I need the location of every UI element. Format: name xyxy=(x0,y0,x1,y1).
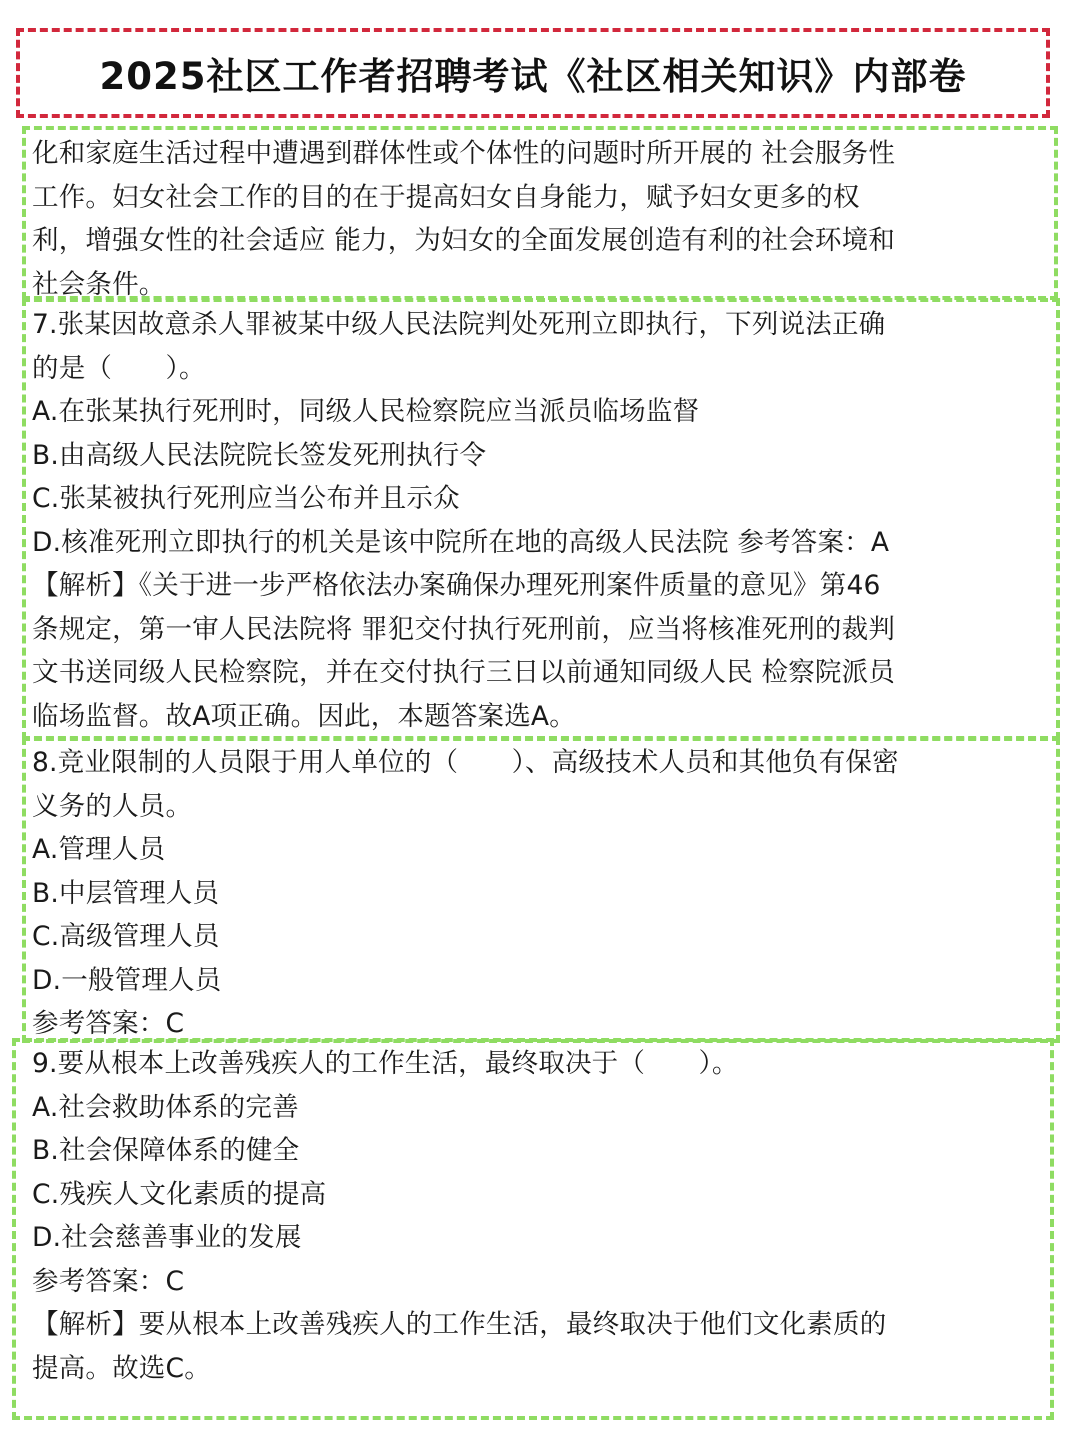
question-8-option-b: B.中层管理人员 xyxy=(32,877,220,909)
question-9-block xyxy=(12,1038,1054,1420)
question-9-analysis: 【解析】要从根本上改善残疾人的工作生活，最终取决于他们文化素质的 xyxy=(32,1309,887,1340)
question-7-analysis: 条规定，第一审人民法院将 罪犯交付执行死刑前，应当将核准死刑的裁判 xyxy=(32,613,896,645)
passage-line: 社会条件。 xyxy=(32,268,166,300)
question-7-analysis: 文书送同级人民检察院，并在交付执行三日以前通知同级人民 检察院派员 xyxy=(32,657,896,688)
question-8-answer: 参考答案：C xyxy=(32,1008,185,1039)
passage-line: 利，增强女性的社会适应 能力，为妇女的全面发展创造有利的社会环境和 xyxy=(32,225,896,256)
question-7-stem: 的是（ ）。 xyxy=(32,352,206,384)
question-8-stem: 8.竞业限制的人员限于用人单位的（ ）、高级技术人员和其他负有保密 xyxy=(32,747,899,778)
question-9-stem: 9.要从根本上改善残疾人的工作生活，最终取决于（ ）。 xyxy=(32,1048,739,1079)
question-7-option-c: C.张某被执行死刑应当公布并且示众 xyxy=(32,483,460,514)
question-7-analysis: 【解析】《关于进一步严格依法办案确保办理死刑案件质量的意见》第46 xyxy=(32,570,881,601)
question-9-option-a: A.社会救助体系的完善 xyxy=(32,1091,299,1123)
question-7-analysis: 临场监督。故A项正确。因此，本题答案选A。 xyxy=(32,700,576,732)
question-7-option-b: B.由高级人民法院院长签发死刑执行令 xyxy=(32,439,487,471)
passage-line: 化和家庭生活过程中遭遇到群体性或个体性的问题时所开展的 社会服务性 xyxy=(32,138,896,169)
question-9-option-d: D.社会慈善事业的发展 xyxy=(32,1222,302,1253)
question-9-analysis: 提高。故选C。 xyxy=(32,1352,211,1384)
question-7-option-a: A.在张某执行死刑时，同级人民检察院应当派员临场监督 xyxy=(32,396,700,427)
intro-passage xyxy=(22,126,1058,300)
question-9-answer: 参考答案：C xyxy=(32,1265,185,1297)
question-9-option-b: B.社会保障体系的健全 xyxy=(32,1135,300,1166)
question-8-option-d: D.一般管理人员 xyxy=(32,964,222,996)
passage-line: 工作。妇女社会工作的目的在于提高妇女自身能力，赋予妇女更多的权 xyxy=(32,181,860,213)
title-banner xyxy=(16,28,1050,118)
question-8-stem: 义务的人员。 xyxy=(32,790,193,822)
question-8-option-c: C.高级管理人员 xyxy=(32,921,220,952)
question-8-block xyxy=(22,737,1060,1043)
question-7-block xyxy=(22,298,1060,740)
question-7-stem: 7.张某因故意杀人罪被某中级人民法院判处死刑立即执行，下列说法正确 xyxy=(32,309,886,340)
question-9-option-c: C.残疾人文化素质的提高 xyxy=(32,1178,327,1210)
page-title: 2025社区工作者招聘考试《社区相关知识》内部卷 xyxy=(99,55,967,98)
question-8-option-a: A.管理人员 xyxy=(32,834,166,865)
question-7-option-d-answer: D.核准死刑立即执行的机关是该中院所在地的高级人民法院 参考答案：A xyxy=(32,526,890,558)
